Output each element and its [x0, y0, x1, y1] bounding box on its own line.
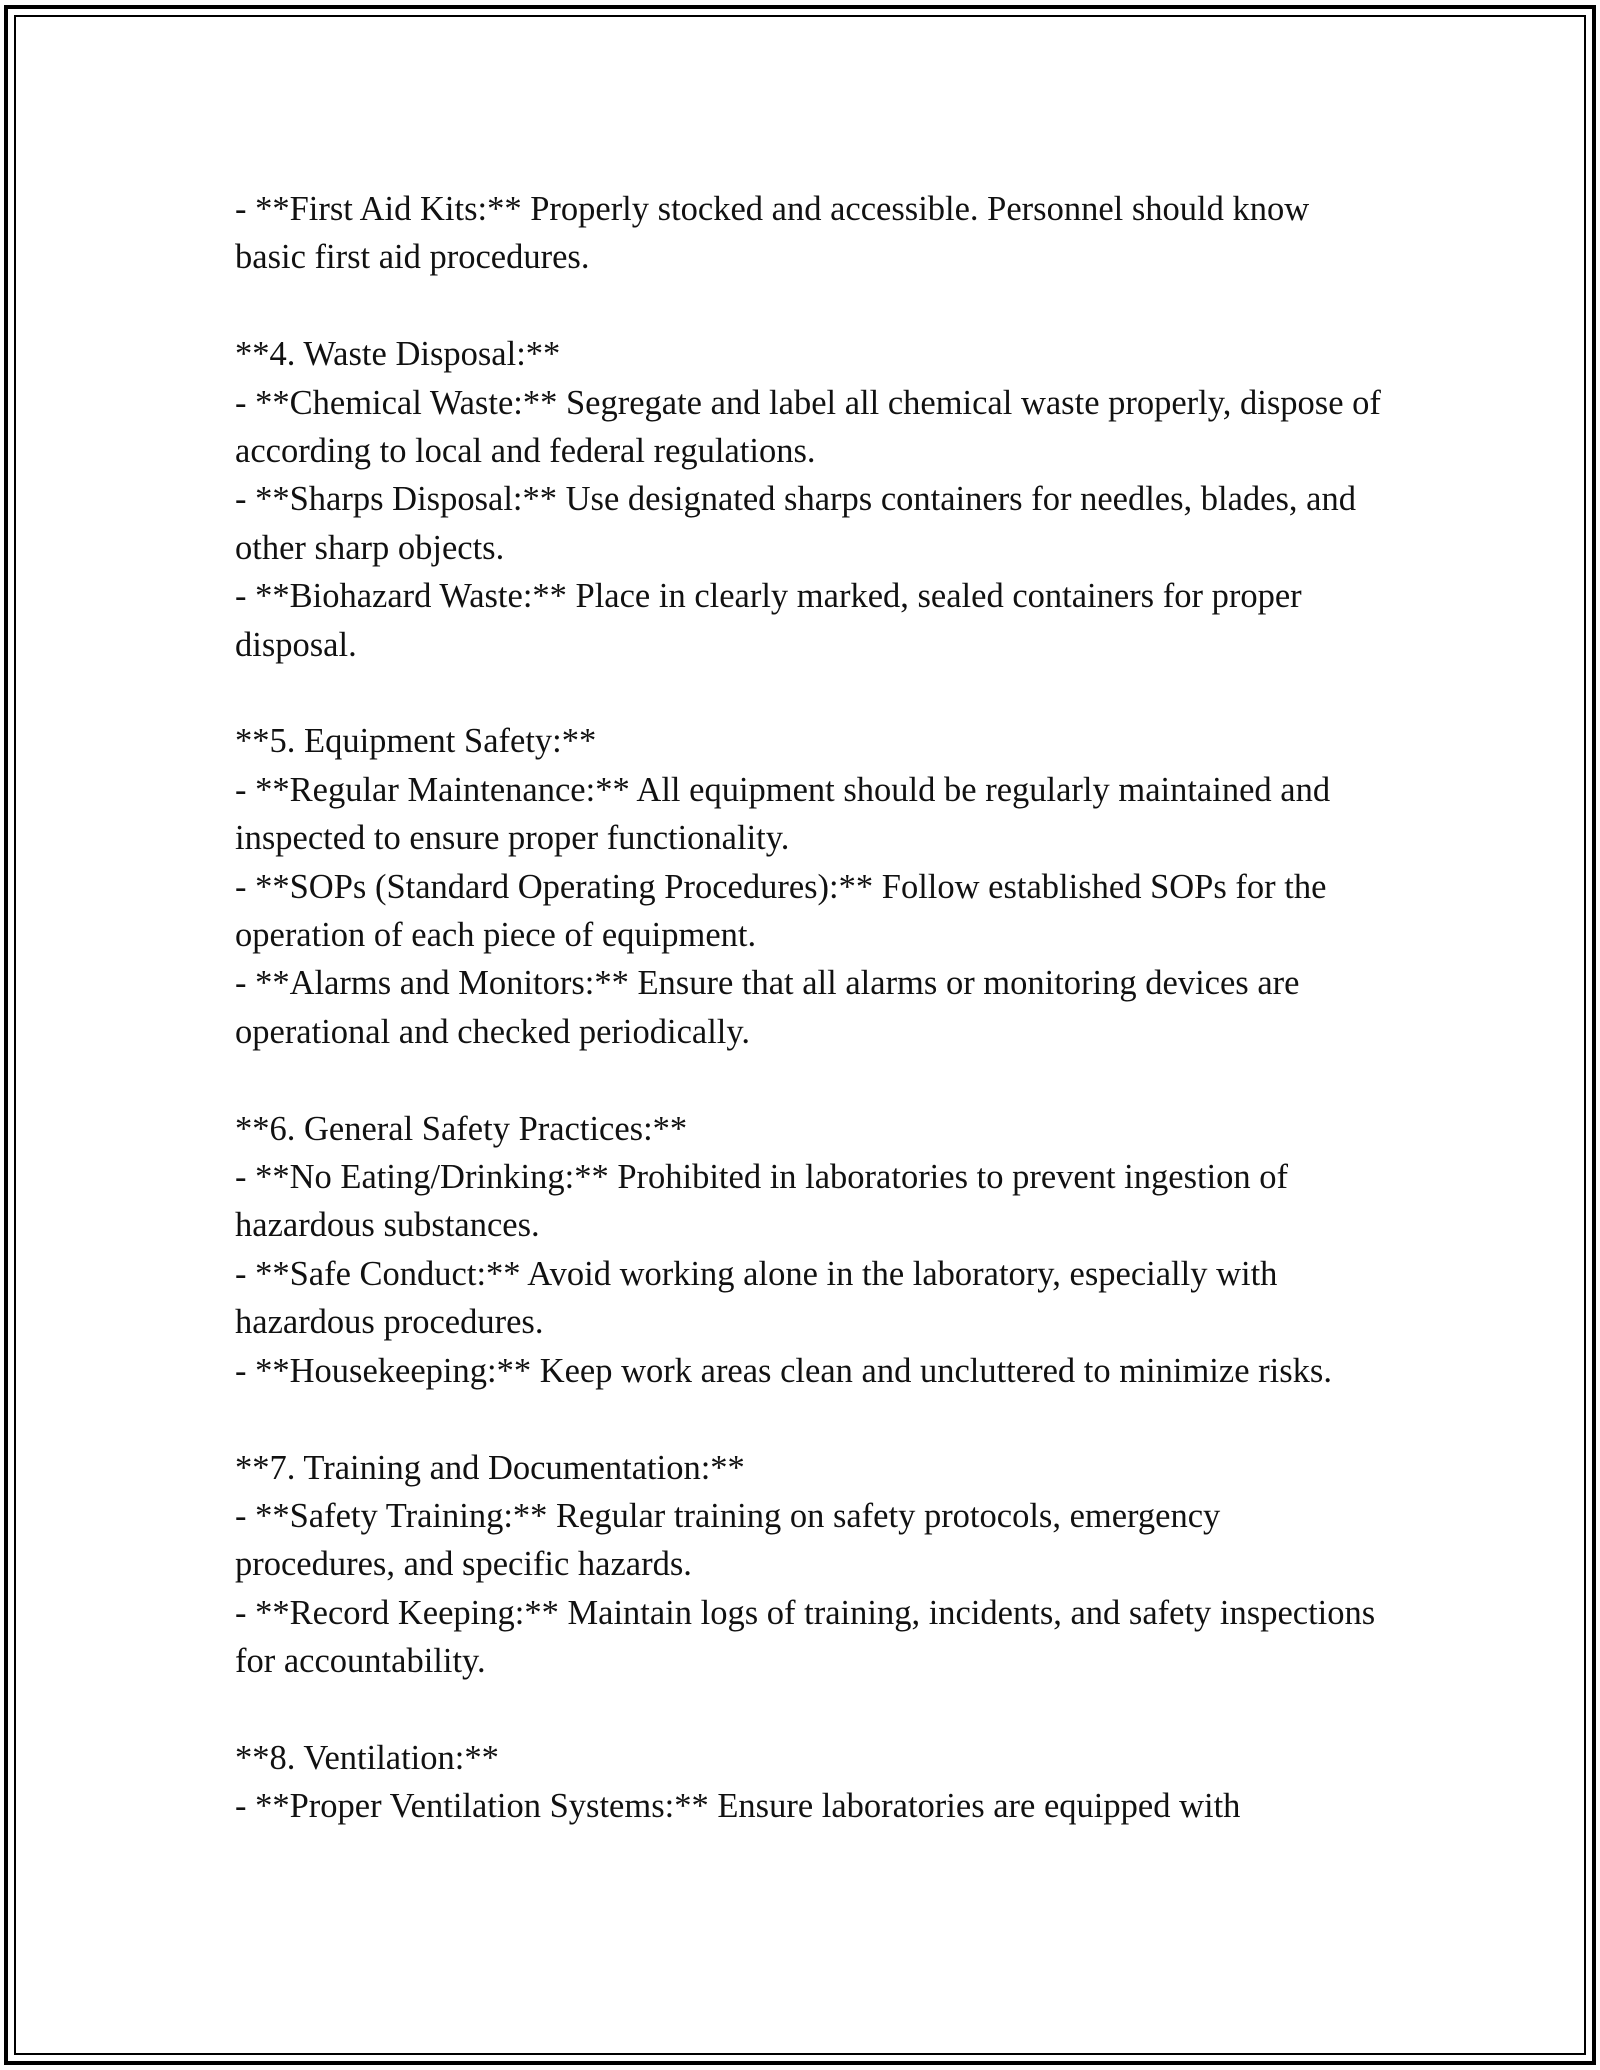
section-heading: **8. Ventilation:**	[235, 1738, 499, 1777]
list-item: - **Proper Ventilation Systems:** Ensure laboratories are equipped with	[235, 1787, 1241, 1826]
list-item: - **Record Keeping:** Maintain logs of training, incidents, and safety inspections for accountability.	[235, 1593, 1384, 1681]
section-heading: **6. General Safety Practices:**	[235, 1109, 688, 1148]
list-item: - **Regular Maintenance:** All equipment should be regularly maintained and inspected to ensure proper functionality.	[235, 770, 1339, 858]
section-general-safety-practices	[235, 1105, 1385, 1395]
list-item: - **SOPs (Standard Operating Procedures):** Follow established SOPs for the operation of each piece of equipment.	[235, 867, 1336, 955]
section-heading: **7. Training and Documentation:**	[235, 1448, 745, 1487]
document-body	[235, 185, 1390, 1879]
list-item: - **Biohazard Waste:** Place in clearly marked, sealed containers for proper disposal.	[235, 577, 1311, 664]
list-item-first-aid-kits: - **First Aid Kits:** Properly stocked and accessible. Personnel should know basic first aid procedures.	[235, 190, 1318, 277]
section-heading: **5. Equipment Safety:**	[235, 722, 597, 761]
section-heading: **4. Waste Disposal:**	[235, 335, 561, 374]
section-training-documentation	[235, 1444, 1385, 1686]
list-item: - **Safety Training:** Regular training on safety protocols, emergency procedures, and specific hazards.	[235, 1496, 1229, 1584]
section-equipment-safety	[235, 717, 1385, 1056]
list-item: - **Chemical Waste:** Segregate and label all chemical waste properly, dispose of according to local and federal regulations.	[235, 383, 1390, 471]
list-item: - **Housekeeping:** Keep work areas clean and uncluttered to minimize risks.	[235, 1351, 1332, 1390]
list-item: - **Sharps Disposal:** Use designated sharps containers for needles, blades, and other sharp objects.	[235, 480, 1365, 567]
list-item: - **No Eating/Drinking:** Prohibited in laboratories to prevent ingestion of hazardous substances.	[235, 1158, 1297, 1245]
section-ventilation	[235, 1734, 1385, 1831]
intro-section	[235, 185, 1385, 282]
list-item: - **Alarms and Monitors:** Ensure that all alarms or monitoring devices are operational and checked periodically.	[235, 964, 1309, 1051]
list-item: - **Safe Conduct:** Avoid working alone in the laboratory, especially with hazardous procedures.	[235, 1254, 1287, 1342]
section-waste-disposal	[235, 330, 1390, 669]
